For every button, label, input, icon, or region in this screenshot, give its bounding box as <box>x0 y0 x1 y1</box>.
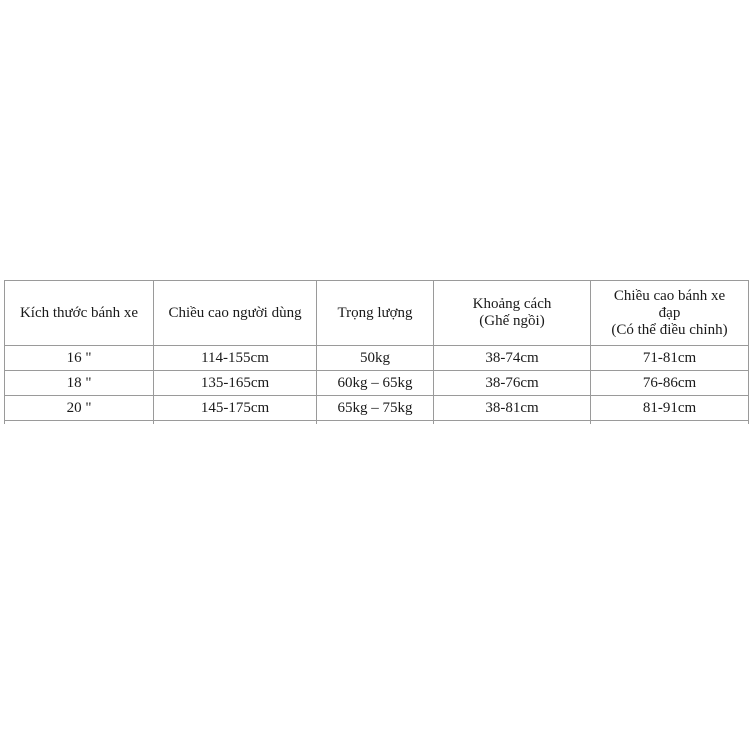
cell-weight: 65kg – 75kg <box>317 396 434 421</box>
cell-pedal-height: 81-91cm <box>591 396 749 421</box>
empty-cell <box>317 421 434 425</box>
cell-seat-distance: 38-76cm <box>434 371 591 396</box>
header-wheel-size: Kích thước bánh xe <box>5 281 154 346</box>
cell-user-height: 135-165cm <box>154 371 317 396</box>
cell-wheel-size: 16 " <box>5 346 154 371</box>
cell-user-height: 114-155cm <box>154 346 317 371</box>
table-row-truncated <box>5 421 749 425</box>
cell-weight: 50kg <box>317 346 434 371</box>
cell-wheel-size: 18 " <box>5 371 154 396</box>
empty-cell <box>591 421 749 425</box>
cell-seat-distance: 38-81cm <box>434 396 591 421</box>
empty-cell <box>434 421 591 425</box>
bike-size-table <box>4 280 749 424</box>
cell-wheel-size: 20 " <box>5 396 154 421</box>
cell-pedal-height: 76-86cm <box>591 371 749 396</box>
cell-pedal-height: 71-81cm <box>591 346 749 371</box>
empty-cell <box>154 421 317 425</box>
table-header-row <box>5 281 749 346</box>
cell-seat-distance: 38-74cm <box>434 346 591 371</box>
cell-user-height: 145-175cm <box>154 396 317 421</box>
header-weight: Trọng lượng <box>317 281 434 346</box>
table-row <box>5 346 749 371</box>
table-row <box>5 371 749 396</box>
header-pedal-height: Chiều cao bánh xe đạp (Có thể điều chỉnh) <box>591 281 749 346</box>
cell-weight: 60kg – 65kg <box>317 371 434 396</box>
header-seat-distance: Khoảng cách (Ghế ngồi) <box>434 281 591 346</box>
header-user-height: Chiều cao người dùng <box>154 281 317 346</box>
empty-cell <box>5 421 154 425</box>
table-row <box>5 396 749 421</box>
